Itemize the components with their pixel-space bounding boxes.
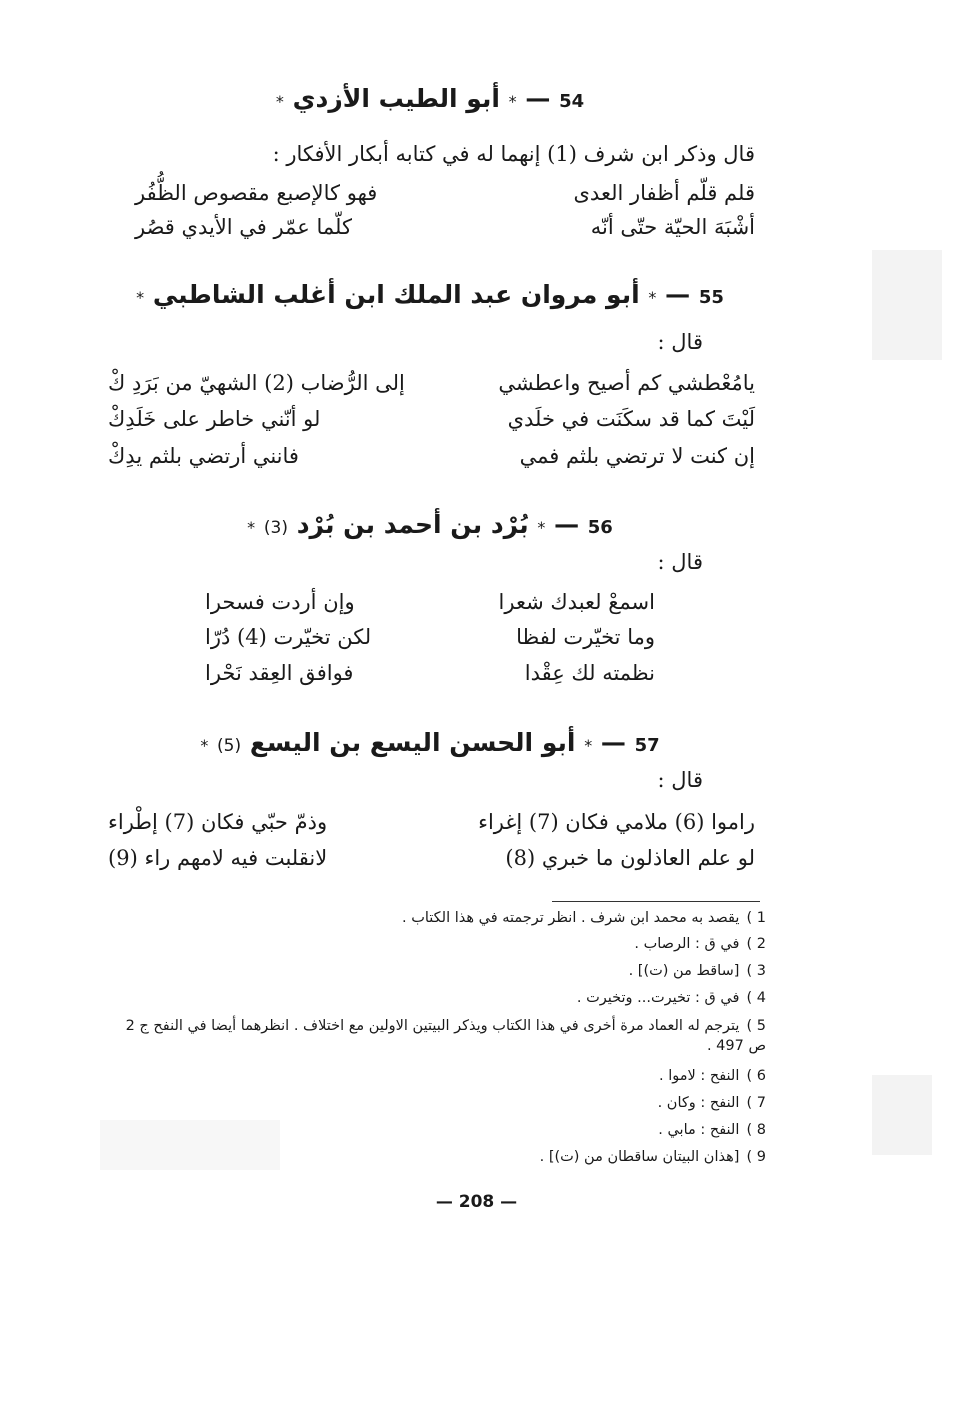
footnote-divider <box>552 901 760 902</box>
verse-second-hemistich: فوافق العِقد نَحْرا <box>205 661 354 685</box>
section-number: 56 <box>587 517 613 538</box>
verse-line <box>0 215 953 249</box>
poet-name: أبو مروان عبد الملك ابن أغلب الشاطبي <box>152 280 640 309</box>
footnote-number: 5 ) <box>746 1018 766 1034</box>
footnote <box>658 1095 766 1111</box>
section-54-intro: قال وذكر ابن شرف (1) إنهما له في كتابه أبكار الأفكار : <box>272 142 755 166</box>
footnote-number: 2 ) <box>746 936 766 952</box>
footnote-text: يترجم له العماد مرة أخرى في هذا الكتاب ويذكر البيتين الاولين مع اختلاف . انظرهما أيضا في النفح ج 2 ص 497 . <box>125 1018 766 1054</box>
verse-second-hemistich: لانقلبت فيه لامهم راء (9) <box>108 846 328 870</box>
footnote-number: 1 ) <box>746 910 766 926</box>
verse-line <box>0 625 953 659</box>
verse-second-hemistich: وإن أردت فسحرا <box>205 590 355 614</box>
footnote-number: 6 ) <box>746 1068 766 1084</box>
footnote <box>540 1149 766 1165</box>
poet-name: بُرْد بن أحمد بن بُرْد <box>296 510 529 539</box>
verse-line <box>0 810 953 844</box>
section-54-heading: 54 — * أبو الطيب الأزدي * <box>275 84 585 113</box>
verse-first-hemistich: نظمته لك عِقْدا <box>524 661 655 685</box>
scan-noise <box>872 1075 932 1155</box>
scan-noise <box>872 250 942 360</box>
section-55-intro: قال : <box>657 330 703 354</box>
section-56-heading: 56 — * بُرْد بن أحمد بن بُرْد (3) * <box>247 510 613 539</box>
verse-line <box>0 407 953 441</box>
footnote <box>658 1122 766 1138</box>
footnote-text: النفح : وكان . <box>657 1095 740 1111</box>
footnote-text: النفح : مابي . <box>658 1122 740 1138</box>
footnote-number: 3 ) <box>746 963 766 979</box>
verse-line <box>0 661 953 695</box>
footnote <box>629 963 766 979</box>
section-number: 55 <box>698 287 724 308</box>
verse-second-hemistich: لكن تخيّرت (4) دُرّا <box>205 625 372 649</box>
verse-second-hemistich: كلّما عمّر في الأيدي قصُر <box>135 215 352 239</box>
footnote <box>106 1016 766 1056</box>
footnote-number: 9 ) <box>746 1149 766 1165</box>
verse-first-hemistich: لَيْتَ كما قد سكَنَت في خلَدي <box>507 407 755 431</box>
section-57-heading: 57 — * أبو الحسن اليسع بن اليسع (5) * <box>200 728 660 757</box>
verse-line <box>0 846 953 880</box>
footnote-ref: (5) <box>217 736 242 756</box>
footnote-number: 7 ) <box>746 1095 766 1111</box>
footnote-number: 8 ) <box>746 1122 766 1138</box>
footnote-ref: (3) <box>263 518 288 538</box>
verse-line <box>0 590 953 624</box>
footnote <box>659 1068 766 1084</box>
section-57-intro: قال : <box>657 768 703 792</box>
verse-first-hemistich: لو علم العاذلون ما خبري (8) <box>505 846 755 870</box>
footnote-text: [هذان البيتان ساقطان من (ت)] . <box>539 1149 740 1165</box>
section-56-intro: قال : <box>657 550 703 574</box>
footnote-text: في ق : تخيرت... وتخيرت . <box>576 990 740 1006</box>
verse-second-hemistich: فهو كالإصبع مقصوص الظُّفُر <box>135 181 378 205</box>
poet-name: أبو الحسن اليسع بن اليسع <box>249 728 576 757</box>
verse-second-hemistich: وذمّ حبّي فكان (7) إطْراء <box>108 810 328 834</box>
verse-first-hemistich: راموا (6) ملامي فكان (7) إغراء <box>478 810 755 834</box>
verse-second-hemistich: إلى الرُّضاب (2) الشهيّ من بَرَدِ كْ <box>108 371 405 395</box>
page-number: — 208 — <box>435 1192 518 1212</box>
section-number: 54 <box>559 91 585 112</box>
footnote <box>402 910 766 926</box>
verse-second-hemistich: لو أنّني خاطر على خَلَدِكْ <box>108 407 321 431</box>
footnote <box>634 936 766 952</box>
footnote <box>577 990 766 1006</box>
section-55-heading: 55 — * أبو مروان عبد الملك ابن أغلب الشاطبي * <box>136 280 724 309</box>
footnote-text: في ق : الرصاب . <box>634 936 740 952</box>
verse-first-hemistich: اسمعْ لعبدك شعرا <box>498 590 655 614</box>
verse-first-hemistich: وما تخيّرت لفظا <box>516 625 655 649</box>
footnote-text: النفح : لاموا . <box>658 1068 740 1084</box>
verse-line <box>0 181 953 215</box>
footnote-number: 4 ) <box>746 990 766 1006</box>
footnote-text: [ساقط من (ت)] . <box>628 963 740 979</box>
verse-first-hemistich: قلم قلّم أظفار العدى <box>573 181 755 205</box>
verse-line <box>0 444 953 478</box>
verse-first-hemistich: إن كنت لا ترتضي بلثم فمي <box>519 444 755 468</box>
poet-name: أبو الطيب الأزدي <box>292 84 500 113</box>
section-number: 57 <box>634 735 660 756</box>
scan-noise <box>100 1120 280 1170</box>
verse-line <box>0 371 953 405</box>
verse-first-hemistich: أشْبَهَ الحيّة حتّى أنّه <box>590 215 755 239</box>
verse-first-hemistich: يامُعْطشي كم أصيح واعطشي <box>498 371 755 395</box>
verse-second-hemistich: فانني أرتضي بلثم يدِكْ <box>108 444 299 468</box>
footnote-text: يقصد به محمد ابن شرف . انظر ترجمته في هذا الكتاب . <box>402 910 740 926</box>
